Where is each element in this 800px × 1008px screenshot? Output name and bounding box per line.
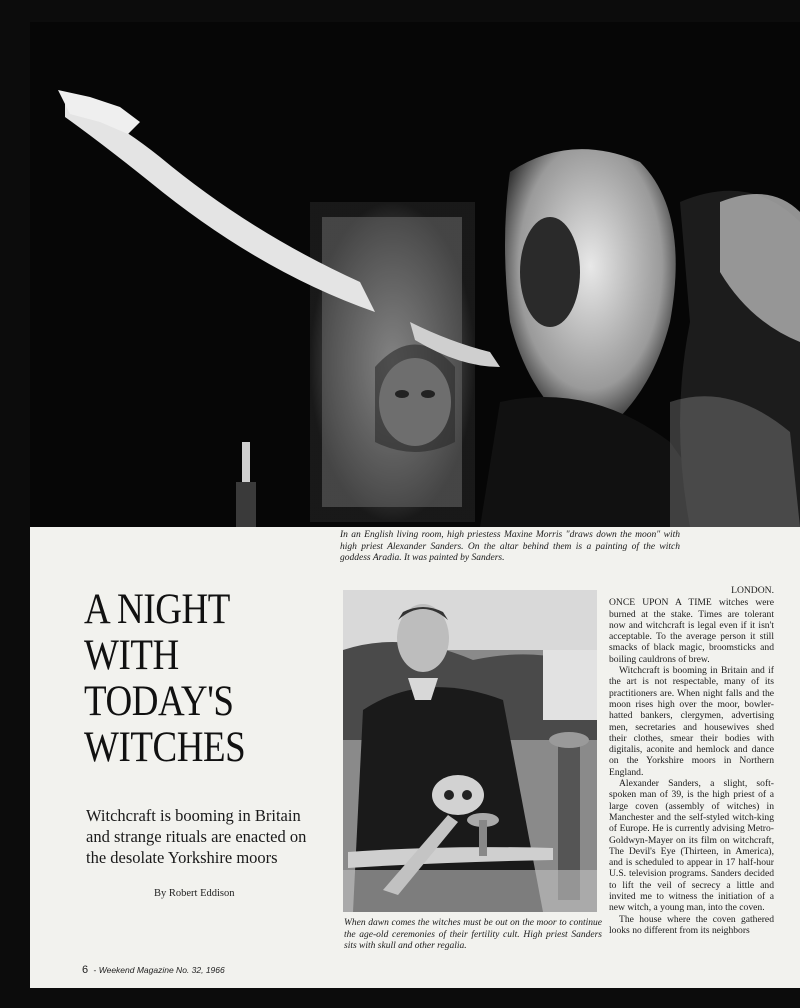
article-paragraph: ONCE UPON A TIME witches were burned at the stake. Times are tolerant now and witchcraft is legal even if it isn't acceptable. To the average person it still smacks of black magic, broomsticks and boiling cauldrons of brew.	[609, 597, 774, 665]
article-paragraph: The house where the coven gathered looks no different from its neighbors	[609, 913, 774, 936]
headline-line: TODAY'S	[84, 678, 234, 725]
ritual-photo-image	[30, 22, 800, 527]
page-number: 6	[82, 964, 89, 976]
headline-line: A NIGHT	[84, 586, 230, 633]
priest-photo-image	[343, 590, 597, 912]
article-paragraph: Witchcraft is booming in Britain and if the art is not respectable, many of its practitioners are. When night falls and the moon rises high over the moor, bowler-hatted bankers, clergymen, advertising men, secretaries and housewives shed their clothes, smear their bodies with digitalis, aconite and hemlock and dance on the Yorkshire moors in Northern England.	[609, 665, 774, 778]
top-photo-caption	[340, 530, 680, 565]
headline-line: WITCHES	[84, 724, 246, 771]
article-paragraph: Alexander Sanders, a slight, soft-spoken man of 39, is the high priest of a large coven (assembly of witches) in Manchester and the self-styled witch-king of Europe. He is currently advising Metro-Goldwyn-Mayer on its film on witchcraft, The Devil's Eye (Thirteen, in America), and is scheduled to appear in 17 half-hour U.S. television programs. Sanders decided to lift the veil of secrecy a little and invited me to witness the initiation of a new witch, a young man, into the coven.	[609, 778, 774, 914]
deck-subheading: Witchcraft is booming in Britain and strange rituals are enacted on the desolate Yorkshire moors	[86, 806, 307, 867]
article-body	[609, 585, 774, 936]
mid-caption-text: When dawn comes the witches must be out on the moor to continue the age-old ceremonies of their fertility cult. High priest Sanders sits with skull and other regalia.	[344, 918, 602, 951]
magazine-page	[30, 22, 800, 988]
top-caption-text: In an English living room, high priestess Maxine Morris "draws down the moon" with high priest Alexander Sanders. On the altar behind them is a painting of the witch goddess Aradia. It was painted by Sanders.	[340, 530, 680, 563]
headline-line: WITH	[84, 632, 179, 679]
footer-separator: -	[93, 965, 97, 975]
ritual-photo	[30, 22, 800, 527]
page-footer	[82, 964, 225, 976]
headline	[84, 587, 290, 771]
publication-name: Weekend Magazine No. 32, 1966	[98, 965, 225, 975]
priest-photo	[343, 590, 597, 912]
priest-photo-caption	[344, 918, 602, 953]
dateline: LONDON.	[731, 585, 774, 596]
byline: By Robert Eddison	[154, 888, 235, 899]
